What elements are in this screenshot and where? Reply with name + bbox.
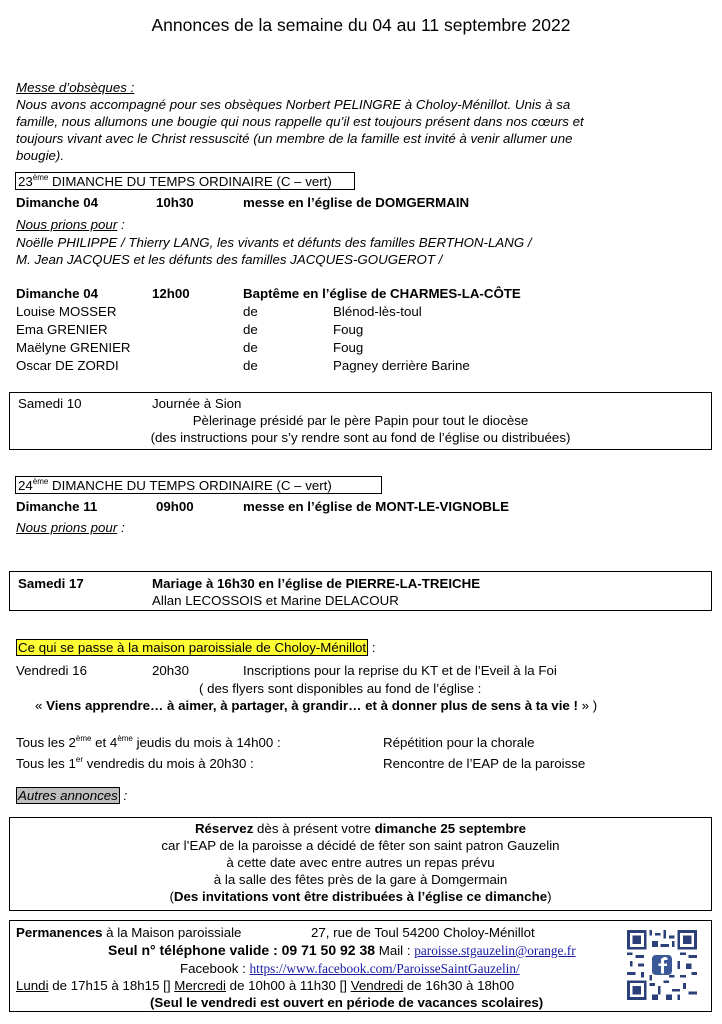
reservez-line5: (Des invitations vont être distribuées à l’église ce dimanche)	[169, 889, 552, 904]
sunday24-time: 09h00	[156, 499, 194, 514]
permanences-address: 27, rue de Toul 54200 Choloy-Ménillot	[311, 925, 535, 940]
bapteme-de: de	[243, 304, 258, 319]
permanences-note: (Seul le vendredi est ouvert en période de vacances scolaires)	[150, 995, 544, 1010]
sunday24-heading: 24ème DIMANCHE DU TEMPS ORDINAIRE (C – vert)	[18, 477, 332, 493]
bapteme-name: Ema GRENIER	[16, 322, 108, 337]
obseques-heading: Messe d’obsèques :	[16, 80, 135, 95]
facebook-link[interactable]: https://www.facebook.com/ParoisseSaintGauzelin/	[249, 961, 520, 976]
bapteme-place: Foug	[333, 340, 364, 355]
reservez-line1: Réservez dès à présent votre dimanche 25 septembre	[194, 821, 527, 836]
maison-event: Inscriptions pour la reprise du KT et de l’Eveil à la Foi	[243, 663, 557, 678]
qr-code-icon	[627, 930, 697, 1000]
reservez-line3: à cette date avec entre autres un repas prévu	[226, 855, 495, 870]
page-title: Annonces de la semaine du 04 au 11 septembre 2022	[151, 15, 571, 35]
reservez-line4: à la salle des fêtes près de la gare à Domgermain	[213, 872, 508, 887]
autres-heading: Autres annonces :	[18, 788, 128, 803]
samedi10-line2: (des instructions pour s’y rendre sont au fond de l’église ou distribuées)	[150, 430, 571, 445]
permanences-header: Permanences à la Maison paroissiale	[16, 925, 242, 940]
bapteme-time: 12h00	[152, 286, 190, 301]
bapteme-label: Baptême en l’église de CHARMES-LA-CÔTE	[243, 286, 521, 301]
sunday23-pray: Nous prions pour :	[16, 217, 125, 232]
sunday23-day: Dimanche 04	[16, 195, 99, 210]
bapteme-name: Oscar DE ZORDI	[16, 358, 119, 373]
sunday23-time: 10h30	[156, 195, 194, 210]
bapteme-place: Foug	[333, 322, 364, 337]
samedi17-couple: Allan LECOSSOIS et Marine DELACOUR	[152, 593, 399, 608]
reservez-line2: car l’EAP de la paroisse a décidé de fêter son saint patron Gauzelin	[161, 838, 560, 853]
sunday23-names2: M. Jean JACQUES et les défunts des familles JACQUES-GOUGEROT /	[16, 252, 443, 267]
samedi10-line1: Pèlerinage présidé par le père Papin pour tout le diocèse	[192, 413, 529, 428]
bapteme-name: Louise MOSSER	[16, 304, 117, 319]
samedi10-event: Journée à Sion	[152, 396, 242, 411]
chorale-what: Répétition pour la chorale	[383, 735, 535, 750]
samedi17-day: Samedi 17	[18, 576, 84, 591]
permanences-hours: Lundi de 17h15 à 18h15 [] Mercredi de 10h00 à 11h30 [] Vendredi de 16h30 à 18h00	[16, 978, 515, 993]
sunday23-heading: 23ème DIMANCHE DU TEMPS ORDINAIRE (C – vert)	[18, 173, 332, 189]
obseques-line3: toujours vivant avec le Christ ressuscité (un membre de la famille est invité à venir allumer une	[16, 131, 573, 146]
bapteme-place: Pagney derrière Barine	[333, 358, 470, 373]
maison-heading: Ce qui se passe à la maison paroissiale de Choloy-Ménillot :	[18, 640, 376, 655]
bapteme-day: Dimanche 04	[16, 286, 99, 301]
bapteme-de: de	[243, 340, 258, 355]
sunday24-pray: Nous prions pour :	[16, 520, 125, 535]
chorale-when: Tous les 2ème et 4ème jeudis du mois à 14h00 :	[16, 734, 281, 750]
bapteme-de: de	[243, 322, 258, 337]
bapteme-de: de	[243, 358, 258, 373]
eap-when: Tous les 1er vendredis du mois à 20h30 :	[16, 755, 254, 771]
samedi17-label: Mariage à 16h30 en l’église de PIERRE-LA-TREICHE	[152, 576, 481, 591]
permanences-facebook: Facebook : https://www.facebook.com/ParoisseSaintGauzelin/	[180, 961, 520, 976]
eap-what: Rencontre de l’EAP de la paroisse	[383, 756, 586, 771]
maison-flyers: ( des flyers sont disponibles au fond de l’église :	[199, 681, 482, 696]
bapteme-name: Maëlyne GRENIER	[16, 340, 131, 355]
mail-link[interactable]: paroisse.stgauzelin@orange.fr	[414, 943, 576, 958]
sunday24-mass: messe en l’église de MONT-LE-VIGNOBLE	[243, 499, 510, 514]
maison-quote: « Viens apprendre… à aimer, à partager, à grandir… et à donner plus de sens à ta vie ! » )	[35, 698, 598, 713]
permanences-contact: Seul n° téléphone valide : 09 71 50 92 38 Mail : paroisse.stgauzelin@orange.fr	[108, 942, 576, 958]
sunday23-names1: Noëlle PHILIPPE / Thierry LANG, les vivants et défunts des familles BERTHON-LANG /	[16, 235, 532, 250]
maison-day: Vendredi 16	[16, 663, 87, 678]
sunday24-day: Dimanche 11	[16, 499, 98, 514]
obseques-line1: Nous avons accompagné pour ses obsèques Norbert PELINGRE à Choloy-Ménillot. Unis à sa	[16, 97, 571, 112]
sunday23-mass: messe en l’église de DOMGERMAIN	[243, 195, 470, 210]
bapteme-place: Blénod-lès-toul	[333, 304, 422, 319]
obseques-line4: bougie).	[16, 148, 65, 163]
samedi10-day: Samedi 10	[18, 396, 82, 411]
obseques-line2: famille, nous allumons une bougie qui nous rappelle qu’il est toujours présent dans nos cœurs et	[16, 114, 584, 129]
maison-time: 20h30	[152, 663, 189, 678]
